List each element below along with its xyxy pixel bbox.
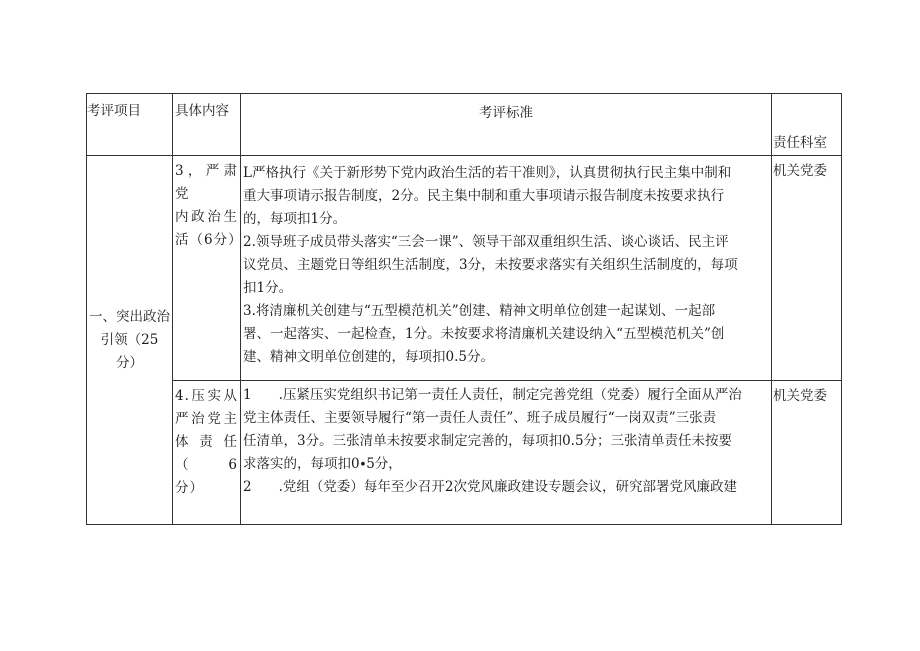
criteria-line: 2 .党组（党委）每年至少召开2次党风廉政建设专题会议，研究部署党风廉政建	[243, 479, 737, 495]
category-line: 引领（25	[100, 331, 159, 348]
criteria-line: 的，每项扣1分。	[243, 211, 347, 227]
criteria-line: 求落实的，每项扣0∙5分，	[243, 456, 402, 472]
table-row	[87, 381, 842, 525]
content-line: 体责任（6	[175, 434, 238, 473]
criteria-line: 扣1分。	[243, 280, 293, 296]
criteria-cell	[241, 381, 772, 525]
content-line: 4.压实从	[175, 388, 238, 404]
header-row	[87, 94, 842, 156]
criteria-line: 3.将清廉机关创建与“五型模范机关”创建、精神文明单位创建一起谋划、一起部	[243, 303, 716, 319]
evaluation-table	[86, 93, 842, 525]
category-line: 一、突出政治	[89, 308, 170, 325]
criteria-line: 议党员、主题党日等组织生活制度，3分，未按要求落实有关组织生活制度的，每项	[243, 257, 738, 273]
department-cell: 机关党委	[772, 381, 842, 525]
header-evaluation-standard: 考评标准	[241, 94, 772, 156]
content-line: 内政治生	[175, 209, 238, 225]
content-cell	[173, 381, 241, 525]
content-line: 分）	[175, 480, 204, 496]
criteria-line: 署、一起落实、一起检查，1分。未按要求将清廉机关建设纳入“五型模范机关”创	[243, 326, 725, 342]
category-cell	[87, 156, 173, 525]
criteria-line: 1 .压紧压实党组织书记第一责任人责任，制定完善党组（党委）履行全面从严治	[243, 387, 742, 403]
header-responsible-department: 责任科室	[772, 94, 842, 156]
content-line: 3，严肃党	[175, 163, 238, 202]
criteria-line: 党主体责任、主要领导履行“第一责任人责任”、班子成员履行“一岗双责”三张责	[243, 410, 717, 426]
criteria-line: 2.领导班子成员带头落实“三会一课”、领导干部双重组织生活、谈心谈话、民主评	[243, 234, 729, 250]
criteria-line: 建、精神文明单位创建的，每项扣0.5分。	[243, 349, 494, 365]
content-line: 严治党主	[175, 411, 238, 427]
department-cell: 机关党委	[772, 156, 842, 381]
criteria-line: 任清单，3分。三张清单未按要求制定完善的，每项扣0.5分；三张清单责任未按要	[243, 433, 733, 449]
header-specific-content: 具体内容	[173, 94, 241, 156]
category-line: 分）	[116, 354, 143, 371]
content-line: 活（6分）	[175, 232, 243, 248]
criteria-cell	[241, 156, 772, 381]
content-cell	[173, 156, 241, 381]
criteria-line: L严格执行《关于新形势下党内政治生活的若干准则》，认真贯彻执行民主集中制和	[243, 165, 732, 181]
table-row	[87, 156, 842, 381]
criteria-line: 重大事项请示报告制度，2分。民主集中制和重大事项请示报告制度未按要求执行	[243, 188, 725, 204]
header-evaluation-item: 考评项目	[87, 94, 173, 156]
